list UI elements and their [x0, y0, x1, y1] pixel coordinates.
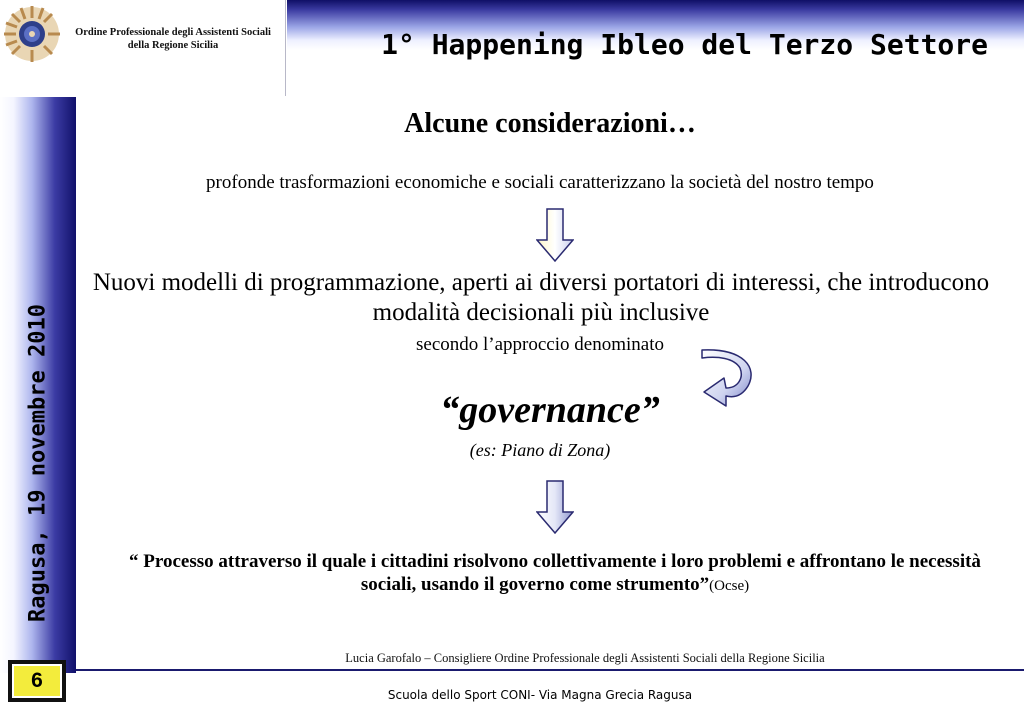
statement-transformations: profonde trasformazioni economiche e sociali caratterizzano la società del nostro tempo: [206, 172, 874, 193]
slide-title: Alcune considerazioni…: [404, 108, 696, 139]
organization-name-line-1: Ordine Professionale degli Assistenti Sociali: [75, 27, 271, 38]
author-credit: Lucia Garofalo – Consigliere Ordine Professionale degli Assistenti Sociali della Regione Sicilia: [345, 651, 825, 665]
side-band: [0, 97, 76, 673]
organization-name: [64, 26, 282, 52]
event-date: Ragusa, 19 novembre 2010: [25, 304, 51, 622]
statement-approach: secondo l’approccio denominato: [416, 334, 664, 355]
organization-name-line-2: della Regione Sicilia: [127, 40, 219, 51]
statement-new-models: Nuovi modelli di programmazione, aperti ai diversi portatori di interessi, che introducono modalità decisionali più inclusive: [92, 269, 990, 326]
governance-definition-quote: [110, 550, 1000, 598]
quote-source: (Ocse): [709, 578, 750, 594]
logo-box: [0, 0, 286, 96]
presentation-title: 1° Happening Ibleo del Terzo Settore: [381, 28, 988, 61]
arrow-down-icon: [536, 208, 574, 262]
sun-emblem-logo-icon: [2, 4, 62, 64]
governance-term: “governance”: [440, 389, 660, 431]
quote-text: “ Processo attraverso il quale i cittadini risolvono collettivamente i loro problemi e affrontano le necessità sociali, usando il governo come strumento”: [129, 551, 981, 595]
page-number: 6: [12, 664, 62, 698]
title-band: [287, 0, 1024, 96]
footer-divider: [76, 669, 1024, 671]
venue-footer: Scuola dello Sport CONI- Via Magna Grecia Ragusa: [387, 688, 693, 702]
governance-example: (es: Piano di Zona): [469, 440, 611, 460]
arrow-down-icon: [536, 480, 574, 534]
page-number-badge: [8, 660, 66, 702]
